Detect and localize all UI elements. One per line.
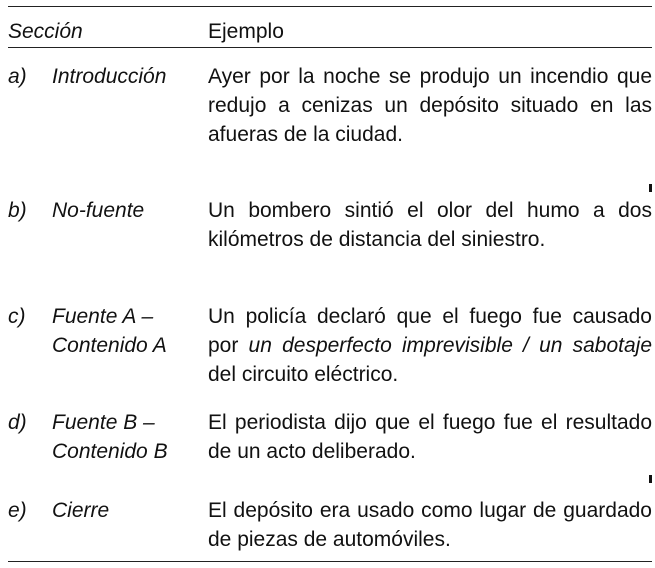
row-name: Fuente A – Contenido A <box>52 305 167 357</box>
row-name: Fuente B – Contenido B <box>52 411 168 463</box>
table-row <box>8 408 652 466</box>
row-example-text: Un policía declaró que el fuego fue causado por <box>208 305 652 357</box>
row-section <box>8 408 208 466</box>
row-section <box>8 62 208 149</box>
row-example: El depósito era usado como lugar de guardado de piezas de automóviles. <box>208 499 652 551</box>
row-example-emphasis: un desperfecto imprevisible / un sabotaje <box>248 334 653 357</box>
header-rule <box>8 47 652 48</box>
row-example: El periodista dijo que el fuego fue el resultado de un acto deliberado. <box>208 411 652 463</box>
sections-table <box>8 0 653 551</box>
row-tick-mark <box>649 184 652 192</box>
row-example: Ayer por la noche se produjo un incendio que redujo a cenizas un depósito situado en las afueras de la ciudad. <box>208 65 652 146</box>
table-row <box>8 196 652 254</box>
row-section <box>8 196 208 254</box>
row-example <box>208 302 652 389</box>
header-example: Ejemplo <box>208 20 284 43</box>
row-name: No-fuente <box>52 199 145 222</box>
row-example-text-end: del circuito eléctrico. <box>208 363 399 386</box>
header-section: Sección <box>8 20 83 43</box>
table-row <box>8 496 652 554</box>
row-letter: d) <box>8 411 27 434</box>
row-letter: e) <box>8 499 27 522</box>
row-tick-mark <box>649 475 652 483</box>
table-row <box>8 62 652 149</box>
row-section <box>8 302 208 389</box>
table-row <box>8 302 652 389</box>
row-letter: a) <box>8 65 27 88</box>
row-name: Cierre <box>52 499 110 522</box>
bottom-rule <box>8 561 652 562</box>
row-name: Introducción <box>52 65 167 88</box>
row-letter: b) <box>8 199 27 222</box>
row-section <box>8 496 208 554</box>
row-letter: c) <box>8 305 26 328</box>
row-example: Un bombero sintió el olor del humo a dos kilómetros de distancia del siniestro. <box>208 199 652 251</box>
table-header-row <box>8 7 652 47</box>
